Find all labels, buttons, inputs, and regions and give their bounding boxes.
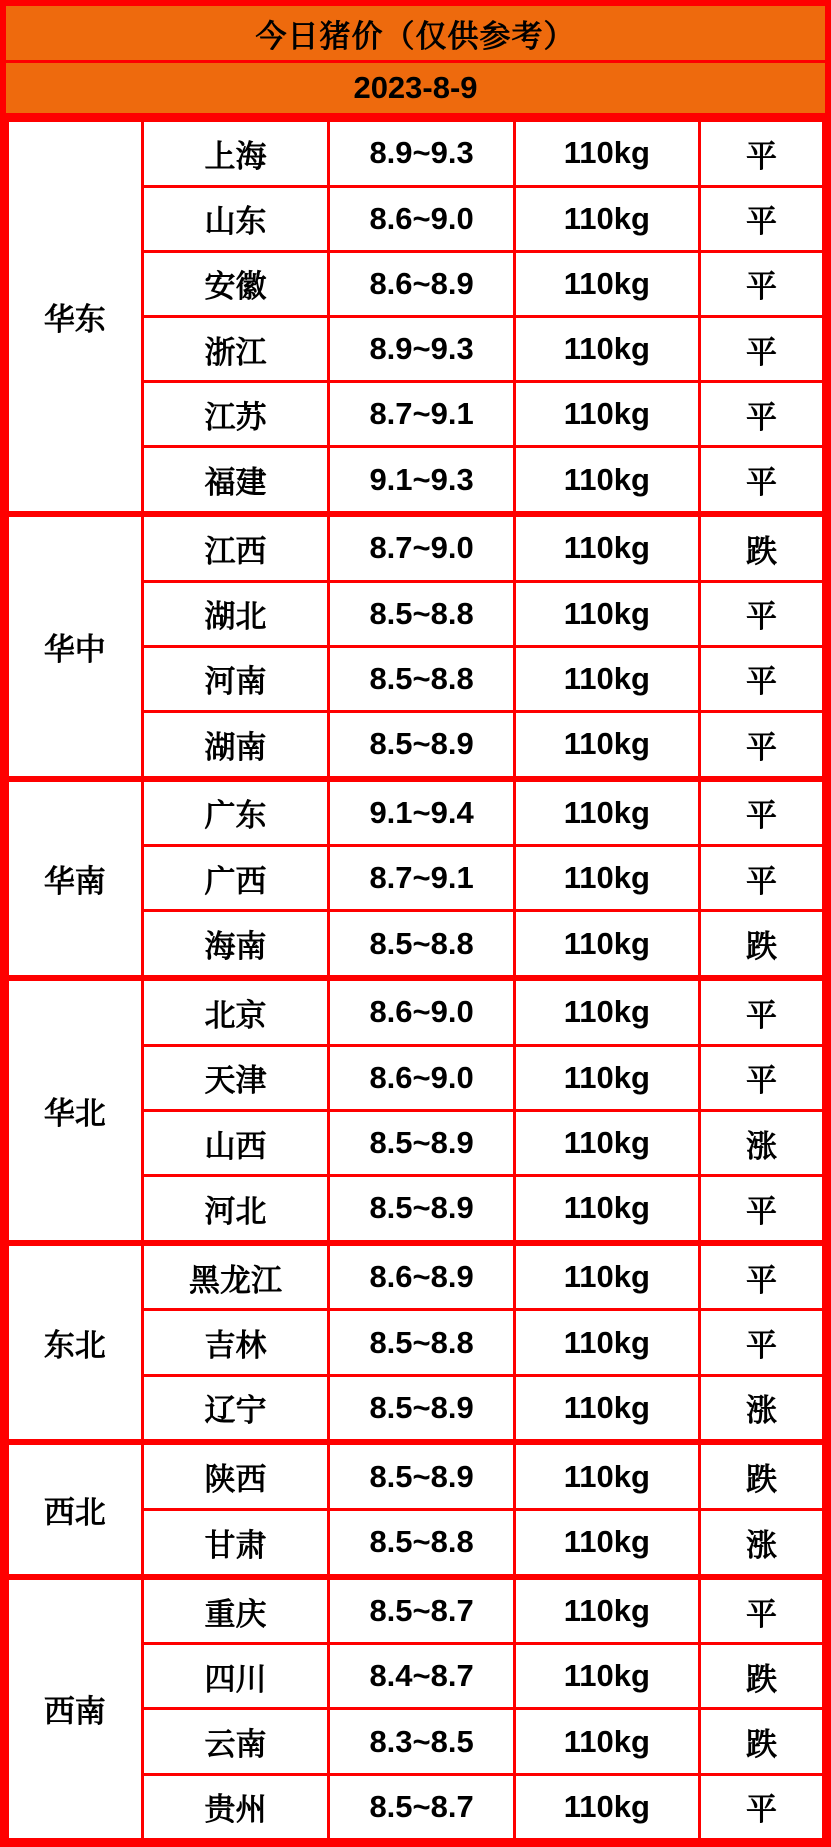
price-cell: 9.1~9.3 [329,447,514,514]
region-cell: 华南 [8,779,143,979]
province-cell: 甘肃 [142,1509,329,1576]
status-cell: 平 [699,1176,823,1243]
status-cell: 涨 [699,1110,823,1175]
province-cell: 海南 [142,911,329,978]
weight-cell: 110kg [514,1375,699,1442]
price-cell: 8.5~8.7 [329,1577,514,1644]
status-cell: 涨 [699,1509,823,1576]
weight-cell: 110kg [514,978,699,1045]
status-cell: 平 [699,382,823,447]
province-cell: 贵州 [142,1774,329,1839]
status-cell: 平 [699,1774,823,1839]
weight-cell: 110kg [514,1442,699,1509]
region-cell: 华北 [8,978,143,1243]
region-cell: 东北 [8,1243,143,1443]
price-cell: 8.9~9.3 [329,316,514,381]
price-cell: 8.3~8.5 [329,1709,514,1774]
status-cell: 平 [699,711,823,778]
weight-cell: 110kg [514,1110,699,1175]
weight-cell: 110kg [514,581,699,646]
province-cell: 天津 [142,1045,329,1110]
price-cell: 8.5~8.9 [329,1110,514,1175]
status-cell: 跌 [699,1442,823,1509]
table-row [8,514,824,581]
price-table [6,116,825,1841]
price-cell: 8.7~9.1 [329,382,514,447]
price-cell: 8.9~9.3 [329,119,514,186]
weight-cell: 110kg [514,1045,699,1110]
table-row [8,1243,824,1310]
weight-cell: 110kg [514,1709,699,1774]
page-title: 今日猪价（仅供参考） [255,18,576,54]
weight-cell: 110kg [514,711,699,778]
weight-cell: 110kg [514,316,699,381]
weight-cell: 110kg [514,119,699,186]
weight-cell: 110kg [514,1774,699,1839]
province-cell: 吉林 [142,1310,329,1375]
status-cell: 跌 [699,1709,823,1774]
province-cell: 重庆 [142,1577,329,1644]
price-cell: 8.5~8.8 [329,911,514,978]
price-cell: 8.6~9.0 [329,186,514,251]
status-cell: 平 [699,316,823,381]
weight-cell: 110kg [514,1577,699,1644]
status-cell: 跌 [699,1644,823,1709]
table-row [8,119,824,186]
province-cell: 云南 [142,1709,329,1774]
status-cell: 平 [699,1577,823,1644]
price-cell: 8.5~8.8 [329,1310,514,1375]
status-cell: 平 [699,251,823,316]
weight-cell: 110kg [514,447,699,514]
status-cell: 跌 [699,911,823,978]
price-cell: 8.5~8.8 [329,1509,514,1576]
weight-cell: 110kg [514,1310,699,1375]
weight-cell: 110kg [514,1243,699,1310]
table-row [8,779,824,846]
title-bar [6,6,825,63]
table-row [8,1442,824,1509]
province-cell: 四川 [142,1644,329,1709]
province-cell: 湖北 [142,581,329,646]
province-cell: 江苏 [142,382,329,447]
weight-cell: 110kg [514,382,699,447]
price-cell: 8.6~8.9 [329,251,514,316]
price-cell: 8.6~9.0 [329,1045,514,1110]
province-cell: 山西 [142,1110,329,1175]
province-cell: 广东 [142,779,329,846]
status-cell: 涨 [699,1375,823,1442]
weight-cell: 110kg [514,1176,699,1243]
status-cell: 平 [699,1310,823,1375]
province-cell: 福建 [142,447,329,514]
price-cell: 8.5~8.9 [329,1375,514,1442]
price-cell: 8.5~8.9 [329,711,514,778]
price-cell: 9.1~9.4 [329,779,514,846]
province-cell: 广西 [142,846,329,911]
region-cell: 华东 [8,119,143,514]
province-cell: 浙江 [142,316,329,381]
province-cell: 安徽 [142,251,329,316]
status-cell: 平 [699,119,823,186]
table-row [8,978,824,1045]
weight-cell: 110kg [514,846,699,911]
region-cell: 西北 [8,1442,143,1576]
price-cell: 8.7~9.1 [329,846,514,911]
weight-cell: 110kg [514,911,699,978]
status-cell: 跌 [699,514,823,581]
price-cell: 8.7~9.0 [329,514,514,581]
weight-cell: 110kg [514,646,699,711]
status-cell: 平 [699,646,823,711]
price-table-body [8,119,824,1840]
status-cell: 平 [699,779,823,846]
price-cell: 8.5~8.7 [329,1774,514,1839]
price-cell: 8.5~8.9 [329,1442,514,1509]
province-cell: 陕西 [142,1442,329,1509]
price-cell: 8.5~8.8 [329,581,514,646]
price-cell: 8.6~8.9 [329,1243,514,1310]
province-cell: 湖南 [142,711,329,778]
price-cell: 8.4~8.7 [329,1644,514,1709]
price-cell: 8.5~8.9 [329,1176,514,1243]
weight-cell: 110kg [514,514,699,581]
table-row [8,1577,824,1644]
weight-cell: 110kg [514,1509,699,1576]
status-cell: 平 [699,846,823,911]
date-bar [6,63,825,116]
province-cell: 山东 [142,186,329,251]
region-cell: 华中 [8,514,143,779]
region-cell: 西南 [8,1577,143,1840]
price-cell: 8.6~9.0 [329,978,514,1045]
province-cell: 黑龙江 [142,1243,329,1310]
status-cell: 平 [699,581,823,646]
province-cell: 北京 [142,978,329,1045]
status-cell: 平 [699,1045,823,1110]
status-cell: 平 [699,447,823,514]
weight-cell: 110kg [514,1644,699,1709]
weight-cell: 110kg [514,186,699,251]
weight-cell: 110kg [514,779,699,846]
price-cell: 8.5~8.8 [329,646,514,711]
province-cell: 上海 [142,119,329,186]
province-cell: 辽宁 [142,1375,329,1442]
status-cell: 平 [699,978,823,1045]
weight-cell: 110kg [514,251,699,316]
status-cell: 平 [699,1243,823,1310]
province-cell: 江西 [142,514,329,581]
province-cell: 河南 [142,646,329,711]
date-label: 2023-8-9 [353,70,478,105]
status-cell: 平 [699,186,823,251]
province-cell: 河北 [142,1176,329,1243]
